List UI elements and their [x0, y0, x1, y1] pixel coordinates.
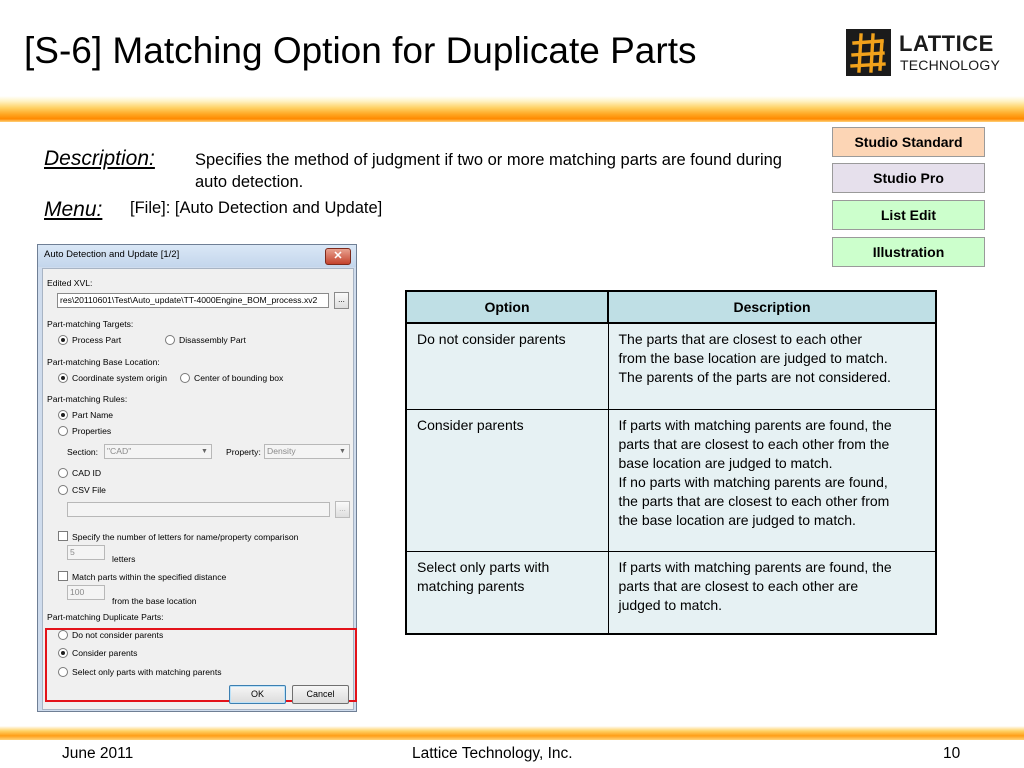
description-label: Description: [44, 147, 155, 170]
auto-detection-dialog [37, 244, 357, 712]
cell-text-line: parts that are closest to each other are [618, 577, 859, 594]
chevron-down-icon: ▼ [339, 448, 346, 455]
cell-text-line: If no parts with matching parents are found, [618, 473, 888, 490]
property-label: Property: [226, 447, 261, 457]
ok-button[interactable]: OK [229, 685, 286, 704]
duplicate-parts-label: Part-matching Duplicate Parts: [47, 612, 164, 622]
chevron-down-icon: ▼ [201, 448, 208, 455]
radio-label: Select only parts with matching parents [72, 667, 222, 677]
radio-label: Consider parents [72, 648, 138, 658]
table-row [406, 323, 936, 409]
distance-field[interactable]: 100 [67, 585, 105, 600]
slide-title: [S-6] Matching Option for Duplicate Parts [24, 30, 697, 71]
radio-part-name[interactable] [58, 410, 68, 420]
cell-option [406, 551, 608, 634]
dialog-title: Auto Detection and Update [1/2] [44, 249, 180, 260]
badge-studio-pro: Studio Pro [832, 163, 985, 193]
dialog-close-button[interactable]: ✕ [325, 248, 351, 265]
radio-disassembly-part[interactable] [165, 335, 175, 345]
radio-label: Process Part [72, 335, 122, 345]
lattice-technology-logo [846, 27, 1001, 79]
radio-label: Coordinate system origin [72, 373, 168, 383]
table-header-row [406, 291, 936, 323]
radio-center-bounding-box[interactable] [180, 373, 190, 383]
checkbox-match-distance[interactable] [58, 571, 68, 581]
options-table [405, 290, 937, 635]
logo-word-lattice: LATTICE [899, 31, 994, 56]
radio-label: Center of bounding box [194, 373, 284, 383]
section-value: "CAD" [107, 446, 132, 456]
cell-text-line: The parts that are closest to each other [618, 331, 863, 347]
letters-unit: letters [112, 554, 136, 564]
cell-text-line: from the base location are judged to match. [618, 350, 888, 366]
footer-date: June 2011 [62, 745, 134, 762]
rules-label: Part-matching Rules: [47, 394, 128, 404]
cell-description [608, 551, 936, 634]
logo-word-technology: TECHNOLOGY [900, 57, 1001, 73]
radio-cad-id[interactable] [58, 468, 68, 478]
header-description: Description [608, 291, 936, 323]
radio-do-not-consider-parents[interactable] [58, 630, 68, 640]
radio-label: Part Name [72, 410, 114, 420]
radio-label: Properties [72, 426, 112, 436]
cell-text-line: the base location are judged to match. [618, 511, 856, 528]
cell-text-line: Do not consider parents [417, 331, 566, 347]
cell-text-line: parts that are closest to each other from the [618, 435, 890, 452]
base-location-label: Part-matching Base Location: [47, 357, 160, 367]
radio-label: CSV File [72, 485, 106, 495]
header-option: Option [406, 291, 608, 323]
radio-label: Do not consider parents [72, 630, 164, 640]
header-gradient-band [0, 96, 1024, 122]
checkbox-specify-letters[interactable] [58, 531, 68, 541]
table-row [406, 409, 936, 551]
dialog-body [42, 268, 354, 710]
radio-csv-file[interactable] [58, 485, 68, 495]
browse-csv-button[interactable]: ... [335, 501, 350, 518]
cell-text-line: base location are judged to match. [618, 454, 833, 471]
radio-select-only-matching-parents[interactable] [58, 667, 68, 677]
cell-text-line: If parts with matching parents are found, the [618, 416, 892, 433]
menu-path-text: [File]: [Auto Detection and Update] [130, 199, 383, 217]
checkbox-label: Match parts within the specified distance [72, 572, 227, 582]
footer-gradient-band [0, 726, 1024, 740]
radio-coordinate-origin[interactable] [58, 373, 68, 383]
section-label: Section: [67, 447, 99, 457]
cell-description [608, 323, 936, 409]
radio-properties[interactable] [58, 426, 68, 436]
csv-file-field[interactable] [67, 502, 330, 517]
cell-text-line: Select only parts with [417, 558, 550, 575]
description-text: Specifies the method of judgment if two or more matching parts are found during auto detection. [195, 151, 782, 191]
lattice-logo-icon [846, 29, 891, 76]
property-value: Density [267, 446, 296, 456]
radio-consider-parents[interactable] [58, 648, 68, 658]
table-row [406, 551, 936, 634]
cell-option [406, 323, 608, 409]
radio-label: Disassembly Part [179, 335, 246, 345]
edited-xvl-field[interactable]: res\20110601\Test\Auto_update\TT-4000Engine_BOM_process.xv2 [57, 293, 329, 308]
menu-label: Menu: [44, 198, 103, 221]
cell-text-line: matching parents [417, 577, 525, 594]
cell-text-line: If parts with matching parents are found, the [618, 558, 892, 575]
dialog-titlebar[interactable] [38, 245, 356, 267]
cell-text-line: judged to match. [618, 596, 723, 613]
cell-text-line: the parts that are closest to each other from [618, 492, 890, 509]
footer-company: Lattice Technology, Inc. [412, 745, 573, 762]
badge-list-edit: List Edit [832, 200, 985, 230]
distance-unit: from the base location [112, 596, 197, 606]
checkbox-label: Specify the number of letters for name/property comparison [72, 532, 299, 542]
radio-label: CAD ID [72, 468, 102, 478]
cancel-button[interactable]: Cancel [292, 685, 349, 704]
cell-text-line: Consider parents [417, 416, 524, 433]
section-dropdown[interactable] [104, 444, 212, 459]
cell-description [608, 409, 936, 551]
badge-studio-standard: Studio Standard [832, 127, 985, 157]
property-dropdown[interactable] [264, 444, 350, 459]
cell-text-line: The parents of the parts are not considered. [618, 369, 891, 385]
edited-xvl-label: Edited XVL: [47, 278, 93, 288]
badge-illustration: Illustration [832, 237, 985, 267]
footer-page-number: 10 [943, 745, 961, 762]
letters-field[interactable]: 5 [67, 545, 105, 560]
cell-option [406, 409, 608, 551]
radio-process-part[interactable] [58, 335, 68, 345]
targets-label: Part-matching Targets: [47, 319, 134, 329]
browse-xvl-button[interactable]: ... [334, 292, 349, 309]
